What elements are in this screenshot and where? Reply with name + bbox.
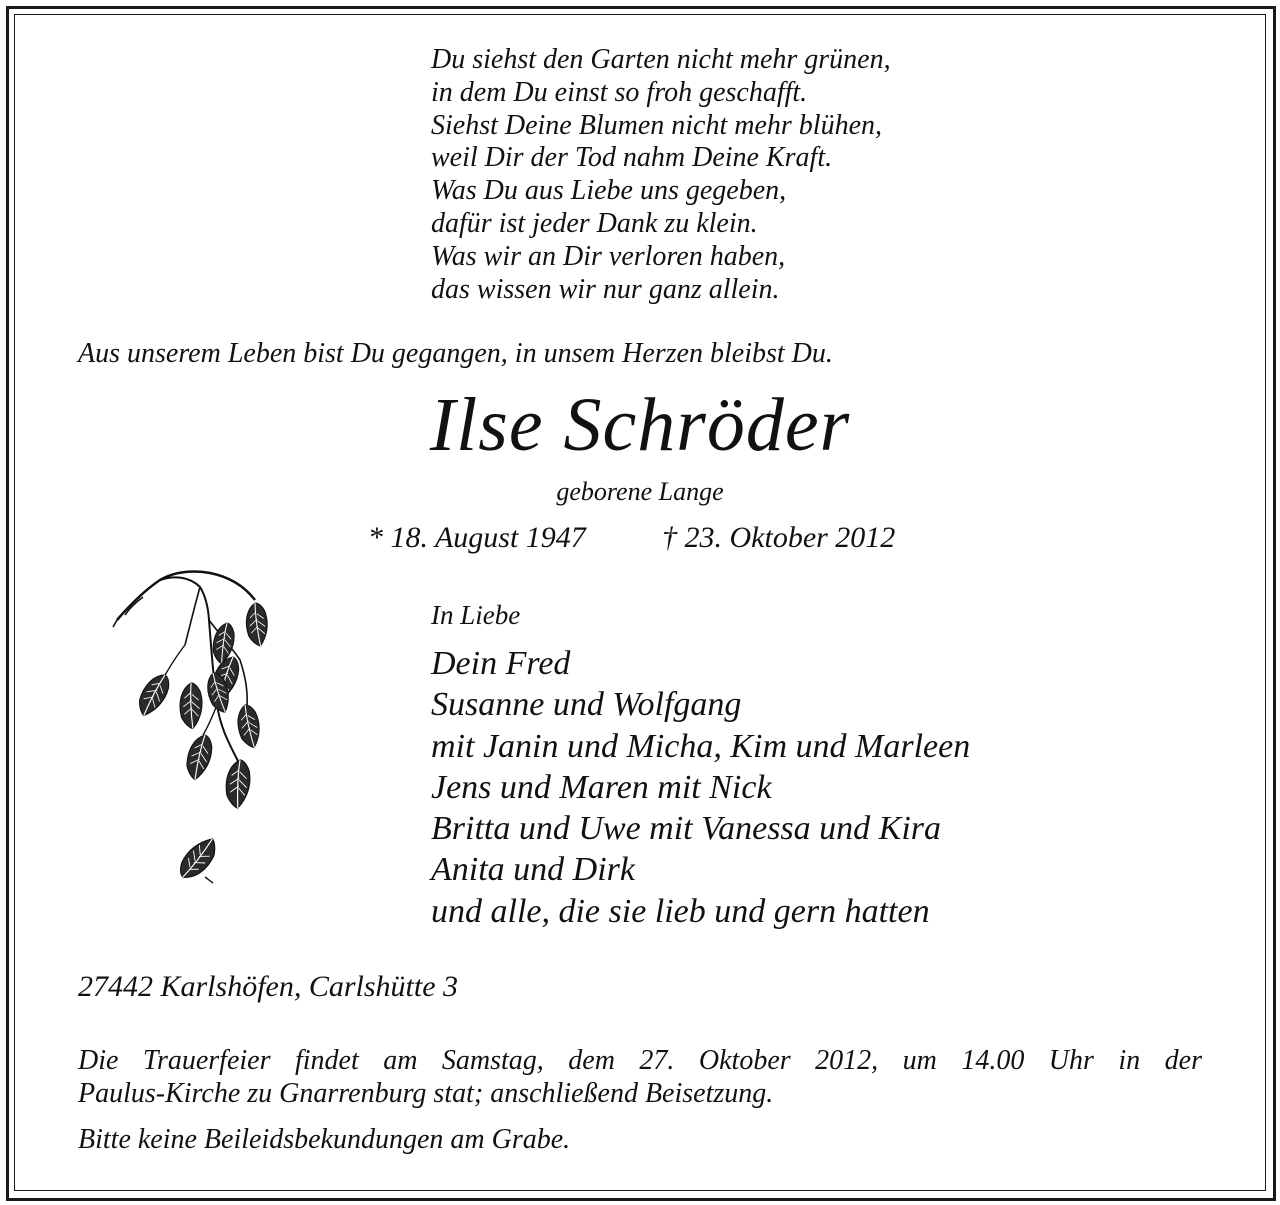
poem-line: Siehst Deine Blumen nicht mehr blühen, xyxy=(431,109,883,141)
poem-line: Was wir an Dir verloren haben, xyxy=(431,240,786,272)
mourner-line: Jens und Maren mit Nick xyxy=(431,768,772,806)
poem-line: in dem Du einst so froh geschafft. xyxy=(431,76,808,108)
poem-line: dafür ist jeder Dank zu klein. xyxy=(431,207,758,239)
deceased-name: Ilse Schröder xyxy=(429,383,851,467)
poem-line: weil Dir der Tod nahm Deine Kraft. xyxy=(431,142,833,174)
funeral-service-info xyxy=(78,1044,1202,1110)
poem xyxy=(431,44,891,306)
mourner-line: Britta und Uwe mit Vanessa und Kira xyxy=(431,810,942,848)
mourner-line: mit Janin und Micha, Kim und Marleen xyxy=(431,727,971,765)
mourners-list xyxy=(431,643,970,932)
mourner-line: und alle, die sie lieb und gern hatten xyxy=(431,892,930,930)
condolence-note: Bitte keine Beileidsbekundungen am Grabe. xyxy=(78,1124,571,1155)
maiden-name: geborene Lange xyxy=(556,477,724,506)
poem-line: Du siehst den Garten nicht mehr grünen, xyxy=(431,44,891,75)
poem-line: das wissen wir nur ganz allein. xyxy=(431,273,780,305)
poem-line: Was Du aus Liebe uns gegeben, xyxy=(431,175,787,207)
address: 27442 Karlshöfen, Carlshütte 3 xyxy=(78,970,459,1003)
service-line: Die Trauerfeier findet am Samstag, dem 27. Oktober 2012, um 14.00 Uhr in der xyxy=(78,1045,1202,1076)
service-line: Paulus-Kirche zu Gnarrenburg stat; anschließend Beisetzung. xyxy=(78,1078,774,1109)
death-date: † 23. Oktober 2012 xyxy=(662,521,896,554)
in-love-intro: In Liebe xyxy=(431,600,521,630)
birth-date: * 18. August 1947 xyxy=(368,521,586,554)
mourner-line: Dein Fred xyxy=(431,645,571,682)
motto: Aus unserem Leben bist Du gegangen, in unsem Herzen bleibst Du. xyxy=(78,338,833,369)
mourner-line: Anita und Dirk xyxy=(431,851,635,889)
mourner-line: Susanne und Wolfgang xyxy=(431,686,742,724)
birch-branch-with-falling-leaf-icon xyxy=(105,565,295,945)
